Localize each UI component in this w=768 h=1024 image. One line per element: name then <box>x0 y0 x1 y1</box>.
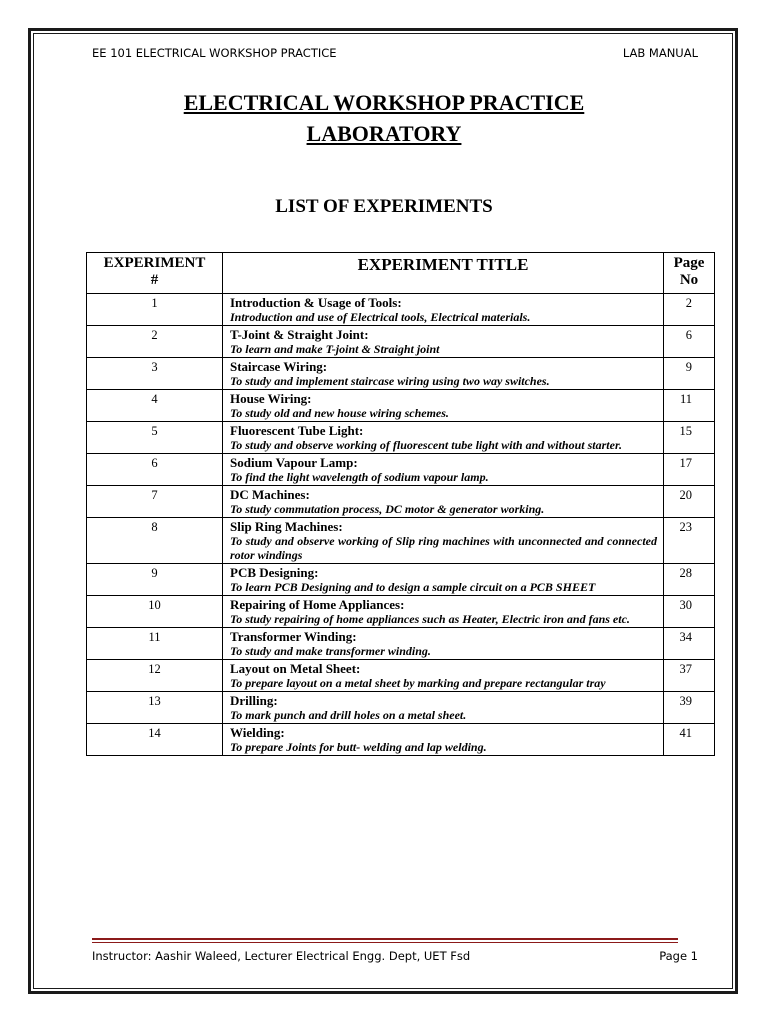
experiment-page-number: 2 <box>664 294 715 326</box>
experiment-title: Repairing of Home Appliances: <box>230 597 405 612</box>
experiment-title: Slip Ring Machines: <box>230 519 343 534</box>
header-page-number <box>664 253 715 294</box>
experiment-title: Staircase Wiring: <box>230 359 328 374</box>
experiment-page-number: 20 <box>664 486 715 518</box>
experiments-table <box>86 252 715 756</box>
experiment-page-number: 15 <box>664 422 715 454</box>
experiment-cell <box>223 724 664 756</box>
header-experiment-number <box>87 253 223 294</box>
experiment-number: 12 <box>87 660 223 692</box>
experiment-cell <box>223 454 664 486</box>
experiment-title: Layout on Metal Sheet: <box>230 661 361 676</box>
experiment-title: DC Machines: <box>230 487 310 502</box>
experiment-description: To study and observe working of fluorescent tube light with and without starter. <box>230 438 622 452</box>
table-row <box>87 294 715 326</box>
experiment-title: Wielding: <box>230 725 285 740</box>
experiment-cell <box>223 628 664 660</box>
footer-instructor: Instructor: Aashir Waleed, Lecturer Electrical Engg. Dept, UET Fsd <box>92 949 471 963</box>
experiment-page-number: 41 <box>664 724 715 756</box>
document-title-line1: ELECTRICAL WORKSHOP PRACTICE <box>183 90 585 115</box>
experiment-cell <box>223 692 664 724</box>
experiment-title: Drilling: <box>230 693 278 708</box>
header-experiment-number-line2: # <box>150 272 159 288</box>
experiment-page-number: 23 <box>664 518 715 564</box>
experiment-number: 3 <box>87 358 223 390</box>
experiment-description: Introduction and use of Electrical tools, Electrical materials. <box>230 310 531 324</box>
experiment-description: To study old and new house wiring schemes. <box>230 406 449 420</box>
experiment-description: To study and implement staircase wiring using two way switches. <box>230 374 550 388</box>
experiment-cell <box>223 518 664 564</box>
document-title-line2: LABORATORY <box>306 121 462 146</box>
table-row <box>87 628 715 660</box>
experiment-cell <box>223 358 664 390</box>
experiment-page-number: 28 <box>664 564 715 596</box>
experiment-description: To prepare layout on a metal sheet by marking and prepare rectangular tray <box>230 676 606 690</box>
experiment-cell <box>223 422 664 454</box>
experiment-cell <box>223 486 664 518</box>
experiment-page-number: 34 <box>664 628 715 660</box>
experiment-cell <box>223 660 664 692</box>
experiment-page-number: 6 <box>664 326 715 358</box>
experiment-number: 6 <box>87 454 223 486</box>
experiment-cell <box>223 596 664 628</box>
experiment-description: To study and observe working of Slip ring machines with unconnected and connected rotor windings <box>230 534 657 562</box>
header-lab-manual: LAB MANUAL <box>622 46 698 60</box>
table-row <box>87 326 715 358</box>
footer-page-number: Page 1 <box>659 949 698 963</box>
experiment-title: Transformer Winding: <box>230 629 357 644</box>
table-row <box>87 724 715 756</box>
experiment-cell <box>223 326 664 358</box>
footer-rule-thick <box>92 938 678 940</box>
header-experiment-number-line1: EXPERIMENT <box>103 255 206 271</box>
experiment-page-number: 17 <box>664 454 715 486</box>
table-row <box>87 660 715 692</box>
table-row <box>87 422 715 454</box>
experiment-title: Fluorescent Tube Light: <box>230 423 364 438</box>
experiment-page-number: 9 <box>664 358 715 390</box>
experiment-cell <box>223 564 664 596</box>
table-row <box>87 486 715 518</box>
experiment-description: To prepare Joints for butt- welding and lap welding. <box>230 740 487 754</box>
experiment-description: To study repairing of home appliances such as Heater, Electric iron and fans etc. <box>230 612 630 626</box>
header-course-title: EE 101 ELECTRICAL WORKSHOP PRACTICE <box>92 46 337 60</box>
experiment-title: Sodium Vapour Lamp: <box>230 455 358 470</box>
table-row <box>87 518 715 564</box>
table-row <box>87 596 715 628</box>
experiment-number: 4 <box>87 390 223 422</box>
experiment-description: To learn PCB Designing and to design a sample circuit on a PCB SHEET <box>230 580 596 594</box>
experiment-description: To study and make transformer winding. <box>230 644 431 658</box>
experiment-number: 13 <box>87 692 223 724</box>
experiment-number: 1 <box>87 294 223 326</box>
experiment-title: Introduction & Usage of Tools: <box>230 295 402 310</box>
table-row <box>87 390 715 422</box>
table-row <box>87 358 715 390</box>
header-page-number-line2: No <box>679 272 699 288</box>
experiment-description: To learn and make T-joint & Straight joint <box>230 342 440 356</box>
experiment-description: To study commutation process, DC motor & generator working. <box>230 502 545 516</box>
experiment-cell <box>223 390 664 422</box>
table-row <box>87 692 715 724</box>
experiment-description: To mark punch and drill holes on a metal sheet. <box>230 708 467 722</box>
list-heading: LIST OF EXPERIMENTS <box>275 196 493 217</box>
header-experiment-title: EXPERIMENT TITLE <box>223 253 664 294</box>
experiment-title: PCB Designing: <box>230 565 319 580</box>
header-page-number-line1: Page <box>673 255 705 271</box>
experiment-page-number: 37 <box>664 660 715 692</box>
experiment-page-number: 11 <box>664 390 715 422</box>
experiment-number: 7 <box>87 486 223 518</box>
experiment-page-number: 39 <box>664 692 715 724</box>
experiment-number: 2 <box>87 326 223 358</box>
experiment-number: 5 <box>87 422 223 454</box>
experiment-number: 11 <box>87 628 223 660</box>
experiment-number: 8 <box>87 518 223 564</box>
footer-rule-thin <box>92 942 678 943</box>
experiment-title: T-Joint & Straight Joint: <box>230 327 369 342</box>
table-header-row <box>87 253 715 294</box>
experiment-description: To find the light wavelength of sodium vapour lamp. <box>230 470 489 484</box>
experiments-table-body <box>87 294 715 756</box>
table-row <box>87 564 715 596</box>
experiment-number: 10 <box>87 596 223 628</box>
experiment-title: House Wiring: <box>230 391 312 406</box>
experiment-cell <box>223 294 664 326</box>
experiment-page-number: 30 <box>664 596 715 628</box>
table-row <box>87 454 715 486</box>
experiment-number: 9 <box>87 564 223 596</box>
experiment-number: 14 <box>87 724 223 756</box>
